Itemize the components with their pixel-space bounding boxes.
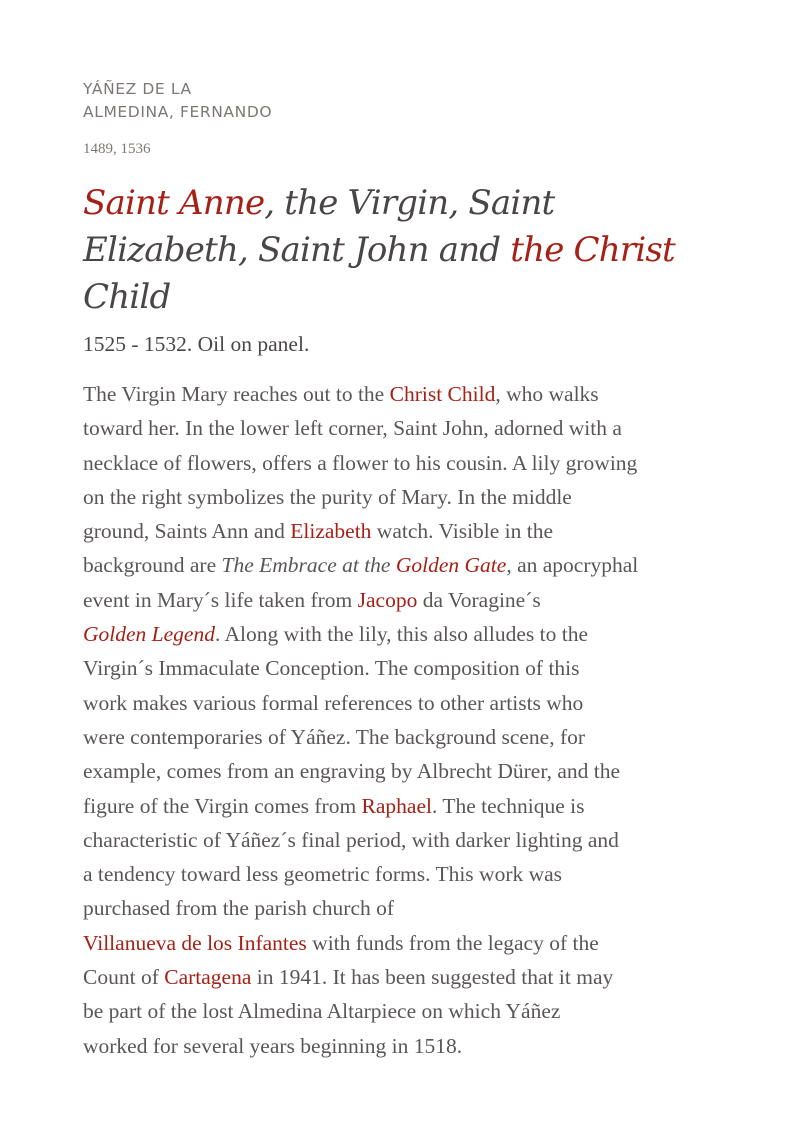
desc-line: purchased from the parish church of xyxy=(83,896,395,921)
artwork-date-medium: 1525 - 1532. Oil on panel. xyxy=(83,332,310,356)
desc-text: in 1941. It has been suggested that it may xyxy=(251,965,614,990)
artist-name-line-2: ALMEDINA, FERNANDO xyxy=(83,103,273,121)
title-text-2: Elizabeth, Saint John and xyxy=(83,230,511,270)
artwork-entry xyxy=(83,78,723,1063)
title-text-3: Child xyxy=(83,277,171,317)
link-raphael[interactable]: Raphael xyxy=(361,793,432,818)
desc-line: were contemporaries of Yáñez. The background scene, for xyxy=(83,724,586,749)
desc-line: work makes various formal references to other artists who xyxy=(83,690,584,715)
desc-text: event in Mary´s life taken from xyxy=(83,587,358,612)
title-link-christ[interactable]: the Christ xyxy=(510,230,675,270)
link-christ-child[interactable]: Christ Child xyxy=(389,382,496,406)
desc-line: a tendency toward less geometric forms. This work was xyxy=(83,862,563,887)
link-villanueva-de-los-infantes[interactable]: Villanueva de los Infantes xyxy=(83,930,307,955)
desc-text: . The technique is xyxy=(432,793,585,818)
link-golden-gate[interactable]: Golden Gate xyxy=(395,553,507,578)
desc-line: example, comes from an engraving by Albrecht Dürer, and the xyxy=(83,759,621,784)
title-link-saint-anne[interactable]: Saint Anne xyxy=(83,183,265,223)
desc-line: toward her. In the lower left corner, Saint John, adorned with a xyxy=(83,416,622,441)
artist-name xyxy=(83,78,383,124)
desc-text: The Virgin Mary reaches out to the xyxy=(83,382,390,406)
desc-italic-text: The Embrace at the xyxy=(221,553,396,578)
desc-line: characteristic of Yáñez´s final period, with darker lighting and xyxy=(83,827,619,852)
desc-text: da Voragine´s xyxy=(417,587,541,612)
artwork-description xyxy=(83,377,723,1063)
desc-line: necklace of flowers, offers a flower to his cousin. A lily growing xyxy=(83,450,638,475)
desc-line: worked for several years beginning in 1518. xyxy=(83,1033,463,1058)
desc-text: background are xyxy=(83,553,222,578)
desc-line: Virgin´s Immaculate Conception. The composition of this xyxy=(83,656,580,681)
artist-dates: 1489, 1536 xyxy=(83,141,151,157)
desc-text: with funds from the legacy of the xyxy=(306,930,599,955)
desc-text: Count of xyxy=(83,965,165,990)
link-cartagena[interactable]: Cartagena xyxy=(164,965,252,990)
desc-text: , who walks xyxy=(495,382,599,406)
desc-text: , an apocryphal xyxy=(506,553,639,578)
artist-name-line-1: YÁÑEZ DE LA xyxy=(83,80,192,98)
link-golden-legend[interactable]: Golden Legend xyxy=(83,622,215,647)
link-elizabeth[interactable]: Elizabeth xyxy=(290,519,372,544)
desc-line: be part of the lost Almedina Altarpiece on which Yáñez xyxy=(83,999,561,1024)
desc-text: ground, Saints Ann and xyxy=(83,519,291,544)
desc-line: on the right symbolizes the purity of Mary. In the middle xyxy=(83,484,572,509)
link-jacopo[interactable]: Jacopo xyxy=(357,587,418,612)
desc-text: . Along with the lily, this also alludes to the xyxy=(214,622,589,647)
desc-text: watch. Visible in the xyxy=(371,519,554,544)
artwork-title xyxy=(83,180,723,321)
desc-text: figure of the Virgin comes from xyxy=(83,793,362,818)
title-text-1: , the Virgin, Saint xyxy=(264,183,555,223)
